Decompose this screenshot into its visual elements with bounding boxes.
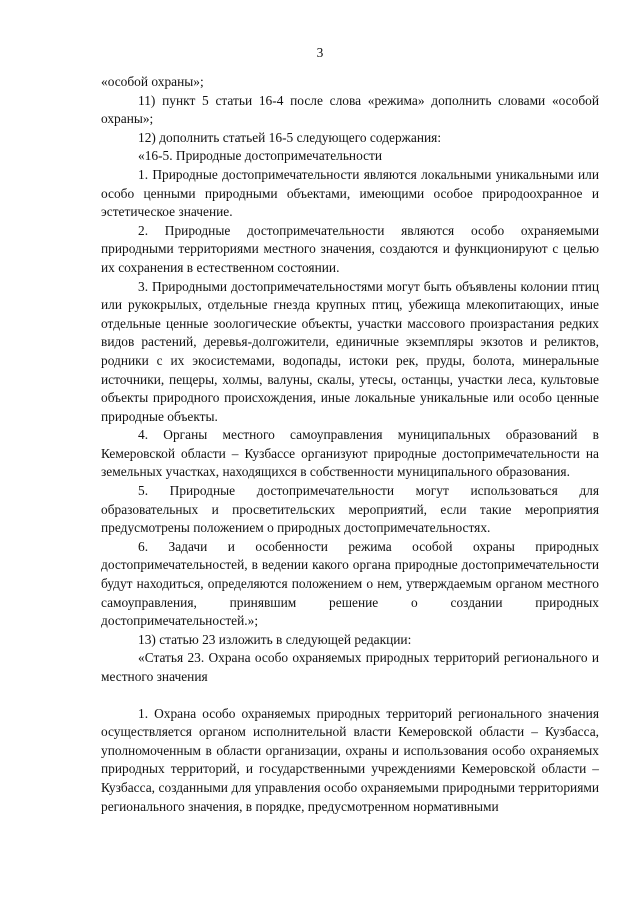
paragraph: 2. Природные достопримечательности являются особо охраняемыми природными территориями местного значения, создаются и функционируют с целью их сохранения в естественном состоянии. [101, 222, 599, 275]
document-body [101, 73, 599, 816]
blank-line [101, 687, 599, 705]
paragraph: 6. Задачи и особенности режима особой охраны природных достопримечательностей, в ведении какого органа природные достопримечательности будут находиться, определяются положением о нем, утверждаемым органом местного самоуправления, принявшим решение о создании природных достопримечательностей.»; [101, 538, 599, 629]
paragraph: 1. Охрана особо охраняемых природных территорий регионального значения осуществляется органом исполнительной власти Кемеровской области – Кузбасса, уполномоченным в области организации, охраны и использования особо охраняемых природных территорий, и государственными учреждениями Кемеровской области – Кузбасса, созданными для управления особо охраняемыми природными территориями регионального значения, в порядке, предусмотренном нормативными [101, 705, 599, 814]
paragraph: 13) статью 23 изложить в следующей редакции: [138, 631, 412, 647]
paragraph: «особой охраны»; [101, 74, 204, 89]
paragraph: 11) пункт 5 статьи 16-4 после слова «режима» дополнить словами «особой охраны»; [101, 92, 599, 127]
paragraph: 1. Природные достопримечательности являются локальными уникальными или особо ценными природными объектами, имеющими особое природоохранное и эстетическое значение. [101, 166, 599, 220]
paragraph: 12) дополнить статьей 16-5 следующего содержания: [138, 129, 442, 145]
paragraph: «Статья 23. Охрана особо охраняемых природных территорий регионального и местного значения [101, 650, 599, 684]
page-number: 3 [316, 45, 324, 60]
paragraph: 3. Природными достопримечательностями могут быть объявлены колонии птиц или рукокрылых, отдельные гнезда крупных птиц, убежища млекопитающих, иные отдельные ценные зоологические объекты, участки массового произрастания редких видов растений, деревья-долгожители, единичные экземпляры экзотов и реликтов, родники с их экосистемами, водопады, истоки рек, пруды, болота, минеральные источники, пещеры, холмы, валуны, скалы, утесы, останцы, участки леса, культовые объекты природного происхождения, иные локальные уникальные или особо ценные природные объекты. [101, 278, 599, 424]
paragraph: 4. Органы местного самоуправления муниципальных образований в Кемеровской области – Кузбассе организуют природные достопримечательности на земельных участках, находящихся в собственности муниципального образования. [101, 427, 599, 480]
paragraph: 5. Природные достопримечательности могут использоваться для образовательных и просветительских мероприятий, если такие мероприятия предусмотрены положением о природных достопримечательностях. [101, 483, 599, 536]
paragraph: «16-5. Природные достопримечательности [138, 148, 383, 164]
